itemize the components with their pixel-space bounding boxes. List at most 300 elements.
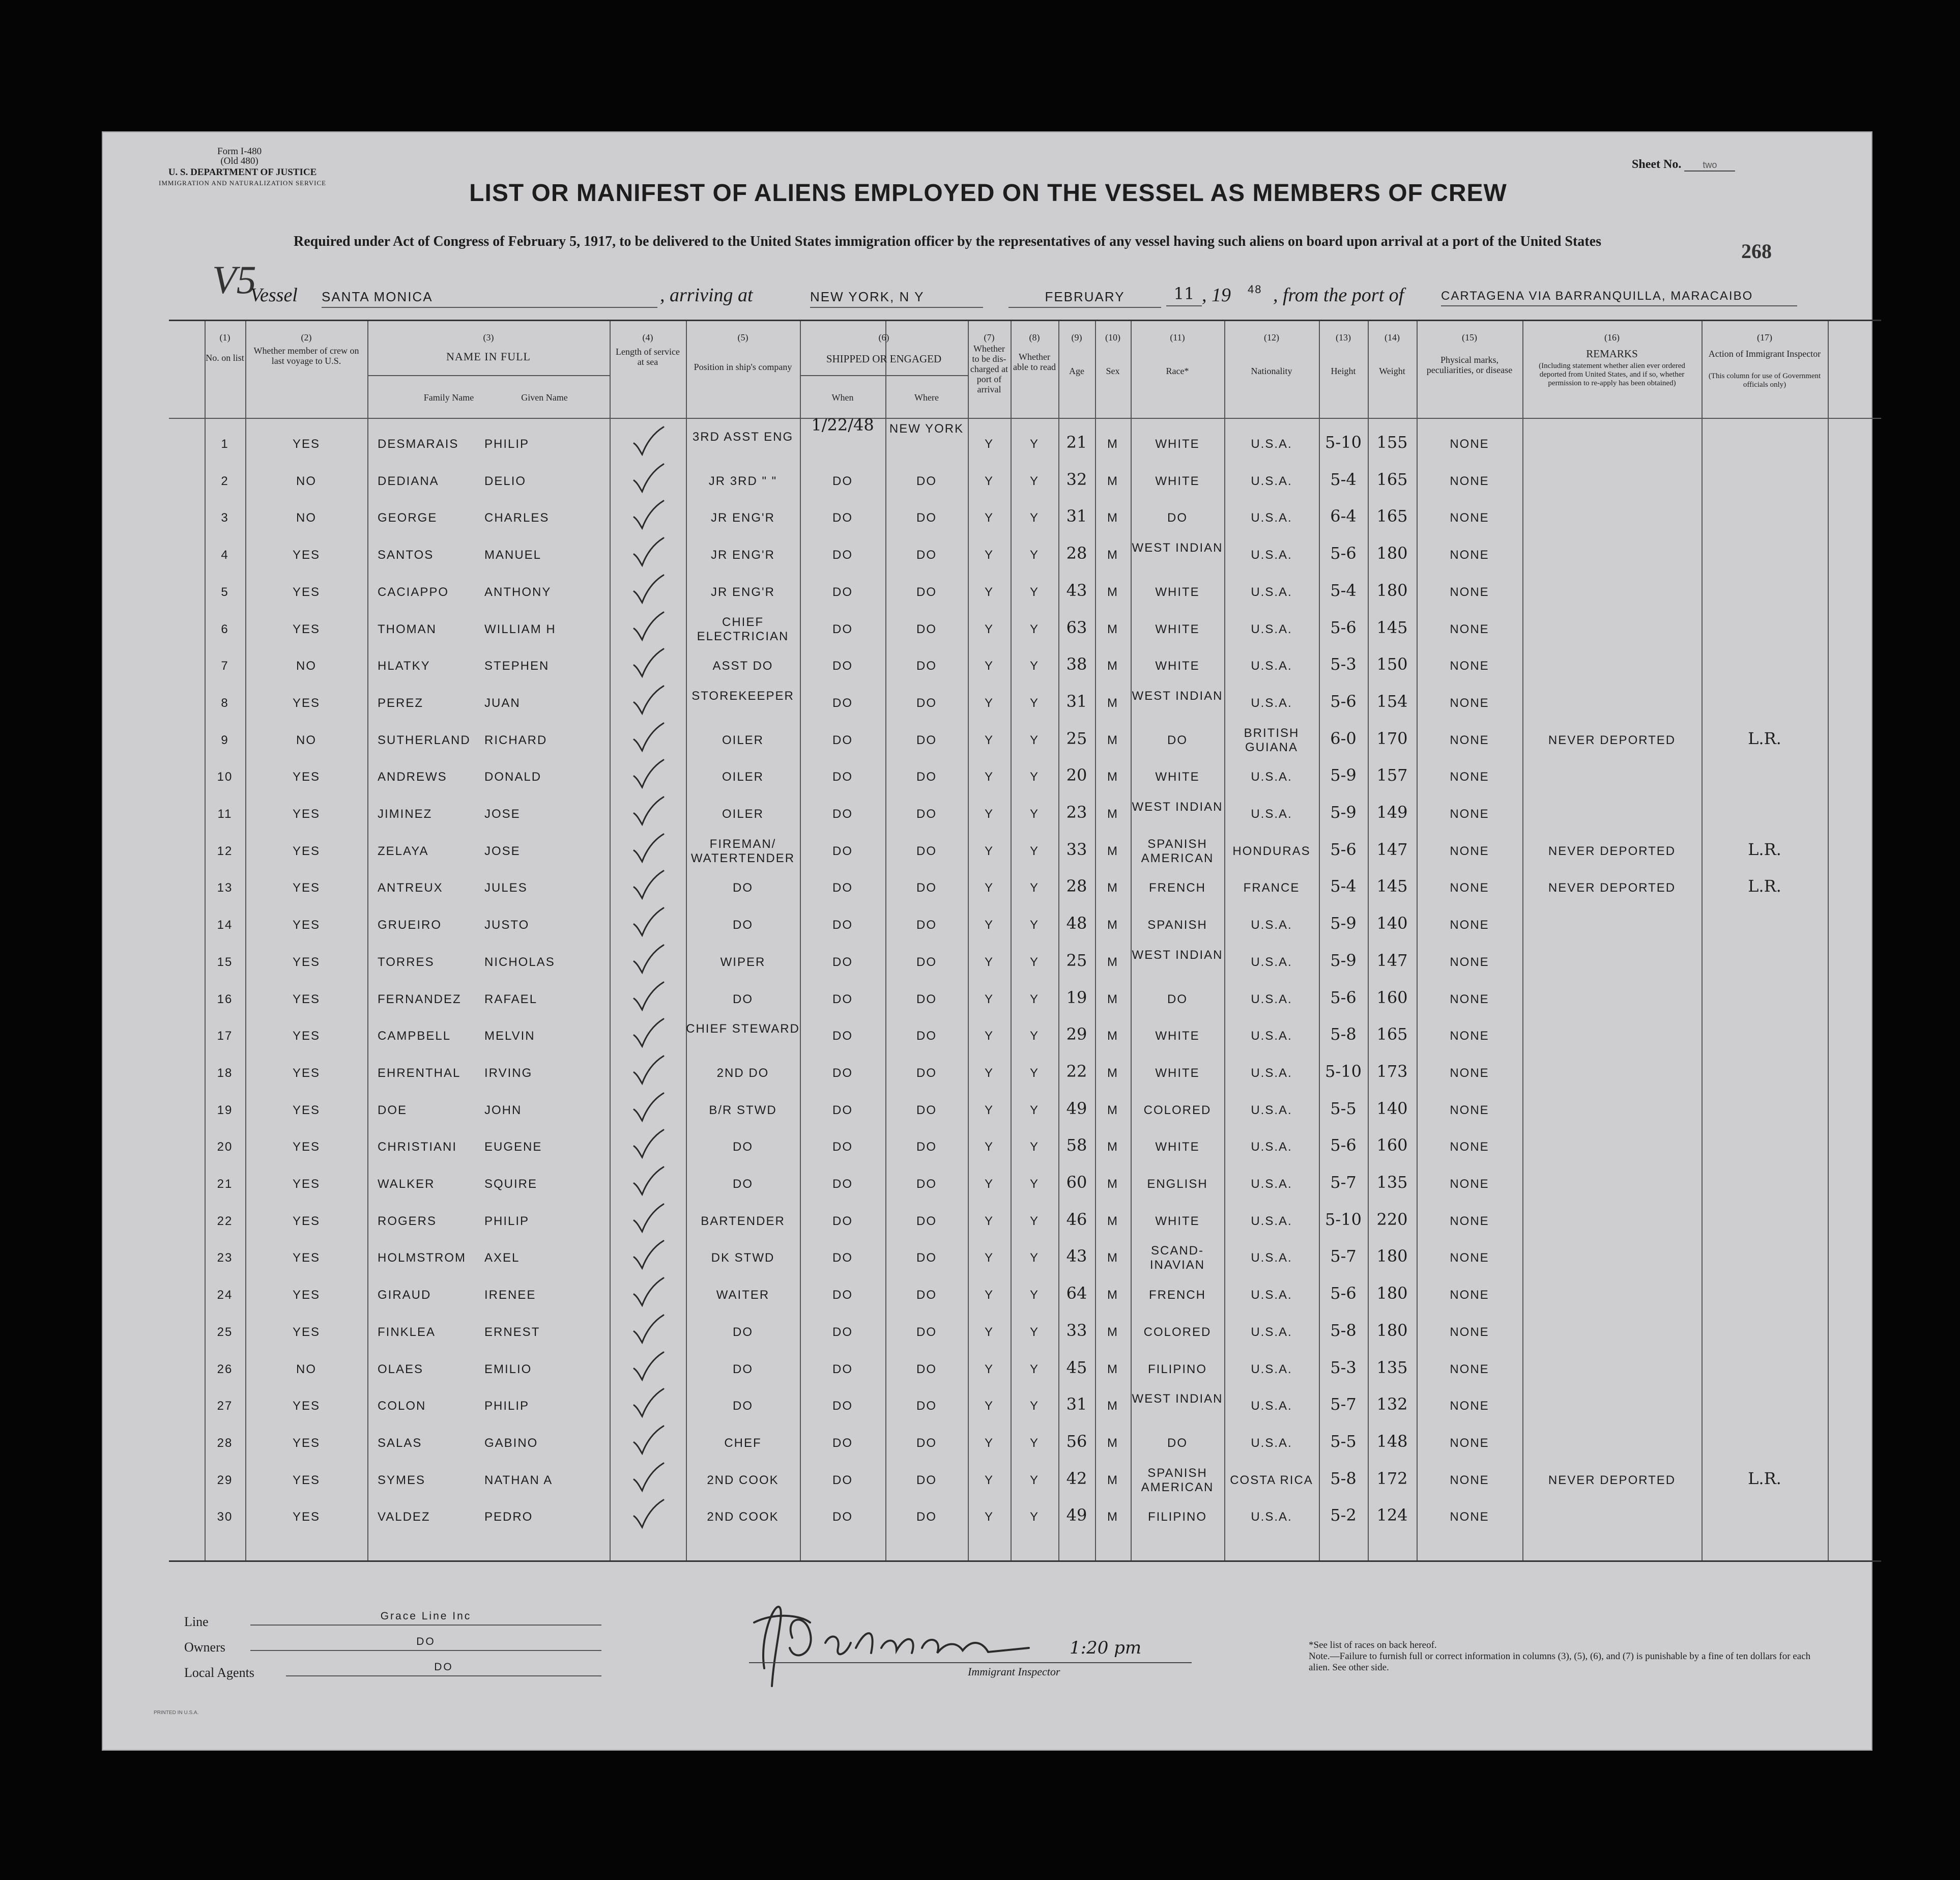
cell-where: DO <box>916 1473 937 1487</box>
cell-nationality: U.S.A. <box>1251 955 1292 969</box>
cell-nationality: U.S.A. <box>1251 696 1292 710</box>
cell-action: L.R. <box>1748 1468 1781 1488</box>
length-of-service-check-icon <box>631 944 666 975</box>
page-subtitle: Required under Act of Congress of February 5, 1917, to be delivered to the United States immigration officer by the representatives of any vessel having such aliens on board upon arrival at a port of the United States <box>294 234 1601 249</box>
cell-member: NO <box>296 733 316 747</box>
cell-weight: 165 <box>1376 469 1408 489</box>
cell-remarks: NEVER DEPORTED <box>1548 733 1676 747</box>
cell-weight: 180 <box>1376 580 1408 600</box>
line-value: Grace Line Inc <box>250 1609 601 1626</box>
header-action: Action of Immigrant Inspector <box>1708 349 1821 359</box>
cell-no: 18 <box>217 1066 233 1080</box>
cell-family: SYMES <box>378 1473 426 1487</box>
cell-height: 5-2 <box>1330 1505 1357 1525</box>
cell-read: Y <box>1029 511 1039 525</box>
cell-when: DO <box>832 511 853 525</box>
cell-where: DO <box>916 1029 937 1043</box>
cell-no: 26 <box>217 1362 233 1376</box>
cell-no: 5 <box>221 585 229 599</box>
cell-discharged: Y <box>984 918 994 932</box>
column-number: (1) <box>219 332 230 343</box>
footer-note <box>1309 1640 1828 1673</box>
cell-nationality: U.S.A. <box>1251 1325 1292 1339</box>
header-when: When <box>831 392 854 403</box>
cell-height: 5-9 <box>1330 803 1357 822</box>
cell-family: SUTHERLAND <box>378 733 471 747</box>
cell-no: 24 <box>217 1288 233 1302</box>
cell-discharged: Y <box>984 881 994 895</box>
cell-nationality: U.S.A. <box>1251 511 1292 525</box>
cell-weight: 148 <box>1376 1431 1408 1451</box>
cell-read: Y <box>1029 955 1039 969</box>
cell-member: NO <box>296 511 316 525</box>
cell-weight: 157 <box>1376 765 1408 785</box>
cell-sex: M <box>1107 807 1118 821</box>
cell-position: OILER <box>722 770 764 784</box>
cell-family: SANTOS <box>378 548 434 562</box>
cell-when: DO <box>832 770 853 784</box>
cell-no: 23 <box>217 1251 233 1265</box>
cell-position: DO <box>733 992 753 1006</box>
cell-race: WEST INDIAN <box>1132 948 1223 962</box>
length-of-service-check-icon <box>631 500 666 530</box>
cell-position: JR ENG'R <box>711 585 775 599</box>
cell-sex: M <box>1107 881 1118 895</box>
cell-nationality: U.S.A. <box>1251 585 1292 599</box>
cell-family: CACIAPPO <box>378 585 449 599</box>
length-of-service-check-icon <box>631 907 666 937</box>
cell-marks: NONE <box>1450 474 1489 488</box>
note-penalty: Note.—Failure to furnish full or correct information in columns (3), (5), (6), and (7) is punishable by a fine of ten dollars for each alien. See other side. <box>1309 1651 1811 1673</box>
column-number: (9) <box>1071 332 1082 343</box>
cell-family: HLATKY <box>378 659 430 673</box>
cell-family: GEORGE <box>378 511 438 525</box>
cell-no: 10 <box>217 770 233 784</box>
cell-marks: NONE <box>1450 807 1489 821</box>
cell-when: DO <box>832 1288 853 1302</box>
cell-position: CHEF <box>724 1436 762 1450</box>
cell-race: WHITE <box>1155 1214 1200 1228</box>
cell-when: DO <box>832 1436 853 1450</box>
cell-family: DEDIANA <box>378 474 439 488</box>
cell-marks: NONE <box>1450 1288 1489 1302</box>
shipped-subrule <box>800 375 968 376</box>
cell-height: 5-4 <box>1330 876 1357 896</box>
cell-marks: NONE <box>1450 1399 1489 1413</box>
cell-weight: 147 <box>1376 839 1408 859</box>
cell-no: 17 <box>217 1029 233 1043</box>
cell-height: 5-5 <box>1330 1431 1357 1451</box>
length-of-service-check-icon <box>631 426 666 457</box>
year-prefix: , 19 <box>1202 284 1231 306</box>
form-old-number: (Old 480) <box>220 156 258 166</box>
cell-when: DO <box>832 1177 853 1191</box>
header-member-last-voyage: Whether member of crew on last voyage to U.S. <box>253 346 359 366</box>
cell-discharged: Y <box>984 1214 994 1228</box>
cell-race: FRENCH <box>1149 881 1206 895</box>
cell-nationality: U.S.A. <box>1251 548 1292 562</box>
cell-given: GABINO <box>484 1436 538 1450</box>
cell-position: JR ENG'R <box>711 548 775 562</box>
length-of-service-check-icon <box>631 611 666 642</box>
cell-read: Y <box>1029 1362 1039 1376</box>
cell-height: 6-4 <box>1330 506 1357 526</box>
cell-read: Y <box>1029 807 1039 821</box>
vessel-label: Vessel <box>250 284 298 306</box>
cell-weight: 165 <box>1376 506 1408 526</box>
cell-race: SCAND- INAVIAN <box>1149 1244 1205 1272</box>
cell-position: OILER <box>722 733 764 747</box>
cell-age: 28 <box>1066 544 1087 563</box>
cell-family: WALKER <box>378 1177 435 1191</box>
cell-no: 8 <box>221 696 229 710</box>
cell-read: Y <box>1029 1066 1039 1080</box>
cell-member: YES <box>292 992 321 1006</box>
cell-marks: NONE <box>1450 1214 1489 1228</box>
cell-member: YES <box>292 1510 321 1524</box>
cell-height: 5-6 <box>1330 691 1357 711</box>
column-number: (8) <box>1029 332 1040 343</box>
cell-where: DO <box>916 474 937 488</box>
signature-line <box>749 1662 1192 1663</box>
header-where: Where <box>914 392 939 403</box>
column-number: (4) <box>642 332 653 343</box>
cell-age: 20 <box>1066 765 1087 785</box>
cell-discharged: Y <box>984 1325 994 1339</box>
cell-height: 5-4 <box>1330 469 1357 489</box>
cell-sex: M <box>1107 1066 1118 1080</box>
cell-sex: M <box>1107 474 1118 488</box>
cell-marks: NONE <box>1450 585 1489 599</box>
cell-age: 29 <box>1066 1024 1087 1044</box>
cell-where: DO <box>916 1510 937 1524</box>
cell-discharged: Y <box>984 437 994 451</box>
cell-where: DO <box>916 511 937 525</box>
cell-member: YES <box>292 622 321 636</box>
cell-race: DO <box>1167 992 1188 1006</box>
cell-weight: 180 <box>1376 544 1408 563</box>
cell-given: ANTHONY <box>484 585 552 599</box>
cell-given: AXEL <box>484 1251 520 1265</box>
cell-race: WHITE <box>1155 1066 1200 1080</box>
cell-age: 43 <box>1066 1246 1087 1266</box>
cell-age: 32 <box>1066 469 1087 489</box>
cell-height: 5-8 <box>1330 1320 1357 1340</box>
cell-weight: 140 <box>1376 1098 1408 1118</box>
cell-read: Y <box>1029 770 1039 784</box>
cell-marks: NONE <box>1450 511 1489 525</box>
cell-when: DO <box>832 1029 853 1043</box>
cell-family: ZELAYA <box>378 844 429 858</box>
cell-member: YES <box>292 1140 321 1154</box>
cell-given: JOHN <box>484 1103 522 1117</box>
cell-read: Y <box>1029 585 1039 599</box>
cell-weight: 140 <box>1376 914 1408 933</box>
cell-race: FILIPINO <box>1147 1362 1207 1376</box>
length-of-service-check-icon <box>631 1425 666 1456</box>
cell-no: 14 <box>217 918 233 932</box>
cell-age: 46 <box>1066 1209 1087 1229</box>
cell-height: 5-6 <box>1330 617 1357 637</box>
cell-discharged: Y <box>984 1288 994 1302</box>
cell-no: 22 <box>217 1214 233 1228</box>
cell-family: SALAS <box>378 1436 422 1450</box>
cell-weight: 172 <box>1376 1468 1408 1488</box>
header-weight: Weight <box>1379 366 1405 376</box>
header-length-of-service: Length of service at sea <box>616 347 680 367</box>
cell-age: 19 <box>1066 987 1087 1007</box>
cell-when: DO <box>832 696 853 710</box>
cell-when: DO <box>832 585 853 599</box>
cell-discharged: Y <box>984 807 994 821</box>
cell-marks: NONE <box>1450 844 1489 858</box>
cell-where: DO <box>916 585 937 599</box>
cell-member: YES <box>292 1325 321 1339</box>
length-of-service-check-icon <box>631 574 666 605</box>
cell-weight: 124 <box>1376 1505 1408 1525</box>
cell-no: 1 <box>221 437 229 451</box>
line-label: Line <box>184 1614 209 1629</box>
cell-age: 49 <box>1066 1505 1087 1525</box>
cell-position: B/R STWD <box>709 1103 777 1117</box>
cell-height: 5-6 <box>1330 1284 1357 1303</box>
cell-discharged: Y <box>984 1436 994 1450</box>
length-of-service-check-icon <box>631 1351 666 1382</box>
cell-no: 28 <box>217 1436 233 1450</box>
cell-action: L.R. <box>1748 728 1781 748</box>
cell-family: TORRES <box>378 955 435 969</box>
cell-read: Y <box>1029 696 1039 710</box>
cell-given: DELIO <box>484 474 527 488</box>
cell-race: FRENCH <box>1149 1288 1206 1302</box>
cell-weight: 180 <box>1376 1320 1408 1340</box>
length-of-service-check-icon <box>631 1314 666 1345</box>
cell-race: WHITE <box>1155 585 1200 599</box>
form-number: Form I-480 <box>217 146 262 157</box>
cell-weight: 150 <box>1376 654 1408 674</box>
cell-nationality: HONDURAS <box>1232 844 1311 858</box>
cell-race: WHITE <box>1155 1140 1200 1154</box>
cell-height: 5-6 <box>1330 839 1357 859</box>
cell-race: WHITE <box>1155 659 1200 673</box>
cell-where: DO <box>916 733 937 747</box>
cell-when: DO <box>832 992 853 1006</box>
header-physical-marks: Physical marks, peculiarities, or disease <box>1426 355 1513 375</box>
manifest-sheet <box>102 131 1872 1751</box>
length-of-service-check-icon <box>631 1388 666 1418</box>
cell-nationality: U.S.A. <box>1251 1140 1292 1154</box>
cell-age: 31 <box>1066 506 1087 526</box>
service-name: IMMIGRATION AND NATURALIZATION SERVICE <box>159 179 327 187</box>
cell-member: NO <box>296 1362 316 1376</box>
cell-where: DO <box>916 1251 937 1265</box>
cell-family: FERNANDEZ <box>378 992 462 1006</box>
length-of-service-check-icon <box>631 1277 666 1307</box>
cell-where: DO <box>916 1436 937 1450</box>
cell-sex: M <box>1107 918 1118 932</box>
cell-member: YES <box>292 1066 321 1080</box>
length-of-service-check-icon <box>631 981 666 1012</box>
cell-nationality: FRANCE <box>1243 881 1300 895</box>
cell-read: Y <box>1029 881 1039 895</box>
cell-marks: NONE <box>1450 696 1489 710</box>
cell-family: CHRISTIANI <box>378 1140 457 1154</box>
cell-height: 5-7 <box>1330 1246 1357 1266</box>
cell-given: SQUIRE <box>484 1177 538 1191</box>
length-of-service-check-icon <box>631 1499 666 1529</box>
cell-read: Y <box>1029 548 1039 562</box>
cell-race: SPANISH AMERICAN <box>1141 1466 1214 1494</box>
cell-read: Y <box>1029 992 1039 1006</box>
cell-marks: NONE <box>1450 622 1489 636</box>
length-of-service-check-icon <box>631 722 666 753</box>
cell-discharged: Y <box>984 1399 994 1413</box>
cell-marks: NONE <box>1450 659 1489 673</box>
header-bottom-rule <box>169 418 1881 419</box>
cell-race: DO <box>1167 511 1188 525</box>
cell-where: DO <box>916 1103 937 1117</box>
cell-read: Y <box>1029 918 1039 932</box>
cell-race: WHITE <box>1155 770 1200 784</box>
cell-no: 25 <box>217 1325 233 1339</box>
length-of-service-check-icon <box>631 463 666 494</box>
cell-nationality: U.S.A. <box>1251 1029 1292 1043</box>
column-rule <box>1522 321 1523 1560</box>
cell-nationality: U.S.A. <box>1251 770 1292 784</box>
cell-discharged: Y <box>984 1510 994 1524</box>
cell-given: MANUEL <box>484 548 542 562</box>
cell-weight: 145 <box>1376 876 1408 896</box>
name-subrule <box>367 375 610 376</box>
cell-discharged: Y <box>984 696 994 710</box>
cell-marks: NONE <box>1450 1325 1489 1339</box>
cell-no: 30 <box>217 1510 233 1524</box>
arriving-label: , arriving at <box>660 284 753 306</box>
cell-read: Y <box>1029 474 1039 488</box>
cell-family: FINKLEA <box>378 1325 436 1339</box>
from-port-label: , from the port of <box>1273 284 1404 306</box>
cell-when: DO <box>832 1103 853 1117</box>
column-rule <box>1368 321 1369 1560</box>
cell-weight: 155 <box>1376 433 1408 452</box>
cell-when: DO <box>832 659 853 673</box>
header-nationality: Nationality <box>1251 366 1292 376</box>
cell-nationality: U.S.A. <box>1251 1288 1292 1302</box>
cell-race: WEST INDIAN <box>1132 689 1223 703</box>
cell-marks: NONE <box>1450 1473 1489 1487</box>
cell-age: 22 <box>1066 1061 1087 1081</box>
cell-member: YES <box>292 881 321 895</box>
cell-when: DO <box>832 1066 853 1080</box>
header-no-on-list: No. on list <box>206 353 244 363</box>
agents-label: Local Agents <box>184 1665 254 1680</box>
cell-race: WEST INDIAN <box>1132 800 1223 814</box>
cell-weight: 149 <box>1376 803 1408 822</box>
header-remarks-sub: (Including statement whether alien ever ordered deported from United States, and if so, whether permission to re-apply has been obtained) <box>1539 362 1685 387</box>
cell-no: 29 <box>217 1473 233 1487</box>
cell-height: 5-3 <box>1330 654 1357 674</box>
cell-no: 9 <box>221 733 229 747</box>
cell-nationality: U.S.A. <box>1251 1362 1292 1376</box>
cell-when: DO <box>832 844 853 858</box>
cell-sex: M <box>1107 511 1118 525</box>
cell-read: Y <box>1029 1140 1039 1154</box>
cell-read: Y <box>1029 1288 1039 1302</box>
cell-member: YES <box>292 1473 321 1487</box>
header-shipped-or-engaged: SHIPPED OR ENGAGED <box>826 353 942 365</box>
cell-height: 5-8 <box>1330 1468 1357 1488</box>
cell-action: L.R. <box>1748 876 1781 896</box>
cell-marks: NONE <box>1450 1177 1489 1191</box>
cell-no: 7 <box>221 659 229 673</box>
length-of-service-check-icon <box>631 759 666 789</box>
cell-race: ENGLISH <box>1147 1177 1208 1191</box>
header-given-name: Given Name <box>521 392 568 403</box>
cell-no: 2 <box>221 474 229 488</box>
cell-sex: M <box>1107 1510 1118 1524</box>
arrival-port: NEW YORK, N Y <box>810 289 983 308</box>
cell-read: Y <box>1029 1473 1039 1487</box>
cell-no: 6 <box>221 622 229 636</box>
cell-sex: M <box>1107 622 1118 636</box>
cell-sex: M <box>1107 1251 1118 1265</box>
cell-given: NICHOLAS <box>484 955 555 969</box>
cell-member: YES <box>292 1288 321 1302</box>
cell-nationality: U.S.A. <box>1251 1214 1292 1228</box>
cell-member: YES <box>292 1177 321 1191</box>
cell-given: JOSE <box>484 807 521 821</box>
cell-no: 20 <box>217 1140 233 1154</box>
cell-member: YES <box>292 1436 321 1450</box>
column-number: (13) <box>1336 332 1351 343</box>
cell-when: DO <box>832 1325 853 1339</box>
cell-member: YES <box>292 844 321 858</box>
cell-position: DO <box>733 881 753 895</box>
cell-marks: NONE <box>1450 733 1489 747</box>
cell-position: STOREKEEPER <box>691 689 794 703</box>
cell-sex: M <box>1107 437 1118 451</box>
cell-member: YES <box>292 807 321 821</box>
cell-marks: NONE <box>1450 1510 1489 1524</box>
cell-weight: 135 <box>1376 1357 1408 1377</box>
cell-sex: M <box>1107 955 1118 969</box>
sheet-label: Sheet No. <box>1632 158 1682 171</box>
cell-family: DOE <box>378 1103 408 1117</box>
signature-time: 1:20 pm <box>1070 1638 1142 1658</box>
note-races: *See list of races on back hereof. <box>1309 1640 1437 1650</box>
cell-position: DO <box>733 1140 753 1154</box>
column-number: (6) <box>878 332 889 343</box>
cell-when: DO <box>832 1399 853 1413</box>
cell-marks: NONE <box>1450 881 1489 895</box>
cell-position: DO <box>733 1177 753 1191</box>
cell-sex: M <box>1107 1029 1118 1043</box>
crew-table <box>169 320 1881 1562</box>
cell-age: 63 <box>1066 617 1087 637</box>
column-number: (2) <box>301 332 312 343</box>
cell-when: DO <box>832 1214 853 1228</box>
cell-family: EHRENTHAL <box>378 1066 461 1080</box>
cell-given: EMILIO <box>484 1362 532 1376</box>
cell-age: 49 <box>1066 1098 1087 1118</box>
cell-sex: M <box>1107 1399 1118 1413</box>
cell-given: JUAN <box>484 696 521 710</box>
cell-discharged: Y <box>984 844 994 858</box>
cell-nationality: U.S.A. <box>1251 622 1292 636</box>
cell-family: GRUEIRO <box>378 918 442 932</box>
cell-position: DO <box>733 1399 753 1413</box>
length-of-service-check-icon <box>631 1129 666 1159</box>
